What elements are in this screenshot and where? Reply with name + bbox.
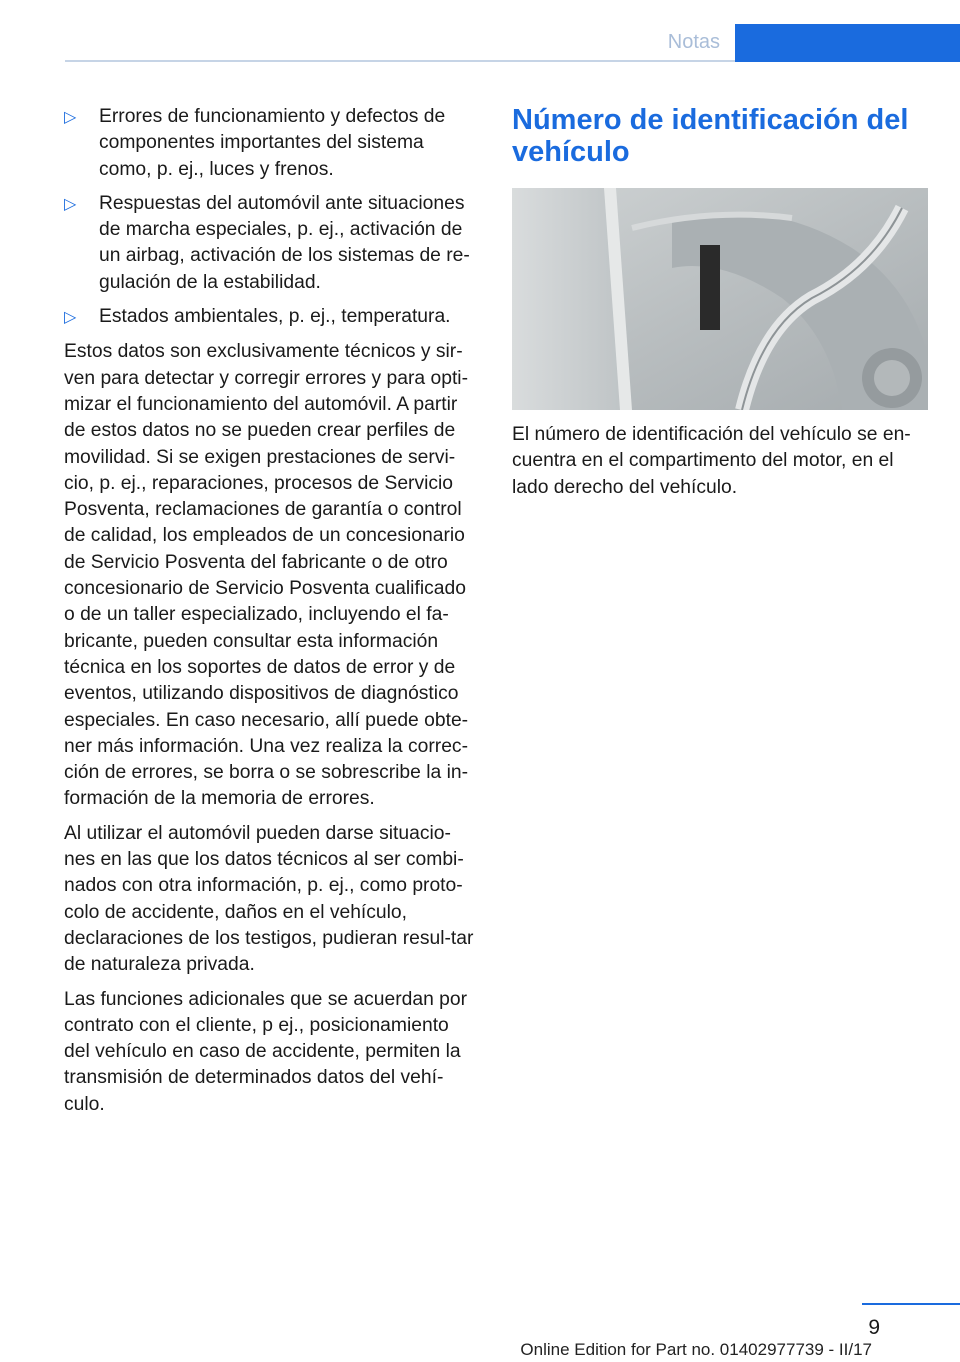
left-column (64, 104, 478, 1126)
triangle-bullet-icon: ▷ (64, 109, 77, 126)
paragraph-additional-functions: Las funciones adicionales que se acuerdan por contrato con el cliente, p ej., posicionamiento del vehículo en caso de accidente, permiten la transmisión de determinados datos del vehí‐culo. (64, 988, 468, 1115)
header-rule (65, 60, 735, 62)
footer-rule (862, 1303, 960, 1305)
right-column (512, 104, 932, 509)
section-header-title: Notas (667, 31, 720, 53)
paragraph-data-usage: Estos datos son exclusivamente técnicos y sir‐ven para detectar y corregir errores y para opti‐mizar el funcionamiento del automóvil. A partir de estos datos no se pueden crear perfiles de movilidad. Si se exigen prestaciones de servi‐cio, p. ej., reparaciones, procesos de Servicio Posventa, reclamaciones de garantía o control de calidad, los empleados de un concesionario de Servicio Posventa del fabricante o de otro concesionario de Servicio Posventa cualificado o de un taller especializado, incluyendo el fa‐bricante, pueden consultar esta información técnica en los soportes de datos de error y de eventos, utilizando dispositivos de diagnóstico especiales. En caso necesario, allí puede obte‐ner más información. Una vez realiza la correc‐ción de errores, se borra o se sobrescribe la in‐formación de la memoria de errores. (64, 341, 469, 810)
page-number: 9 (868, 1316, 880, 1339)
triangle-bullet-icon: ▷ (64, 195, 77, 213)
bullet-item (64, 304, 478, 331)
bullet-item (64, 104, 478, 183)
vin-location-caption: El número de identificación del vehículo se en‐cuentra en el compartimento del motor, en el lado derecho del vehículo. (512, 424, 911, 498)
header-accent-block (735, 24, 960, 62)
paragraph-privacy: Al utilizar el automóvil pueden darse situacio‐nes en las que los datos técnicos al ser combi‐nados con otra información, p. ej., como proto‐colo de accidente, daños en el vehículo, declaraciones de los testigos, pudieran resul‐tar de naturaleza privada. (64, 822, 474, 976)
engine-compartment-photo (512, 188, 928, 410)
bullet-text: Estados ambientales, p. ej., temperatura. (99, 306, 451, 328)
bullet-text: Errores de funcionamiento y defectos de componentes importantes del sistema como, p. ej., luces y frenos. (99, 106, 446, 180)
edition-footer: Online Edition for Part no. 01402977739 - II/17 (520, 1340, 872, 1359)
section-heading: Número de identificación del vehículo (512, 104, 909, 168)
triangle-bullet-icon: ▷ (64, 309, 77, 327)
bullet-text: Respuestas del automóvil ante situaciones de marcha especiales, p. ej., activación de un airbag, activación de los sistemas de re‐gulación de la estabilidad. (99, 192, 470, 293)
bullet-item (64, 191, 478, 296)
